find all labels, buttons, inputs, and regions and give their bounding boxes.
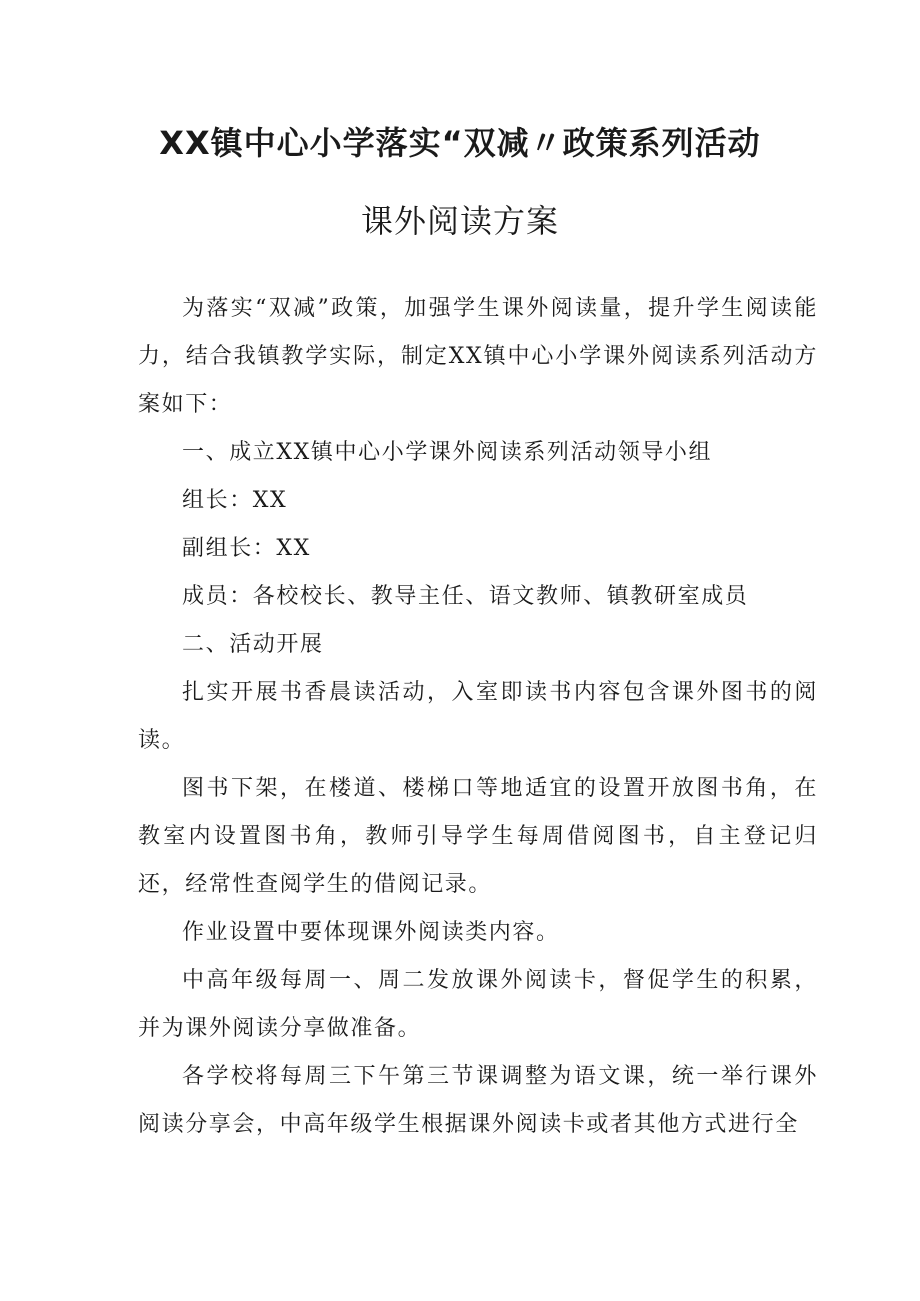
document-body bbox=[138, 285, 818, 1149]
paragraph-reading-card: 中高年级每周一、周二发放课外阅读卡，督促学生的积累，并为课外阅读分享做准备。 bbox=[138, 968, 818, 1041]
document-title-line1: XX镇中心小学落实“双减〃政策系列活动 bbox=[159, 124, 761, 162]
document-title-line2: 课外阅读方案 bbox=[360, 202, 559, 240]
paragraph-intro: 为落实“双减”政策，加强学生课外阅读量，提升学生阅读能力，结合我镇教学实际，制定XX镇中心小学课外阅读系列活动方案如下： bbox=[138, 296, 818, 417]
paragraph-morning-reading: 扎实开展书香晨读活动，入室即读书内容包含课外图书的阅读。 bbox=[138, 680, 818, 753]
heading-section-1: 一、成立XX镇中心小学课外阅读系列活动领导小组 bbox=[182, 440, 713, 465]
paragraph-sharing-session: 各学校将每周三下午第三节课调整为语文课，统一举行课外阅读分享会，中高年级学生根据课外阅读卡或者其他方式进行全 bbox=[138, 1064, 818, 1137]
paragraph-deputy-leader: 副组长：XX bbox=[182, 536, 311, 561]
heading-section-2: 二、活动开展 bbox=[182, 632, 324, 657]
paragraph-book-corner: 图书下架，在楼道、楼梯口等地适宜的设置开放图书角，在教室内设置图书角，教师引导学生每周借阅图书，自主登记归还，经常性查阅学生的借阅记录。 bbox=[138, 776, 818, 897]
paragraph-leader: 组长：XX bbox=[182, 488, 288, 513]
paragraph-homework: 作业设置中要体现课外阅读类内容。 bbox=[182, 920, 560, 945]
paragraph-members: 成员：各校校长、教导主任、语文教师、镇教研室成员 bbox=[182, 584, 749, 609]
